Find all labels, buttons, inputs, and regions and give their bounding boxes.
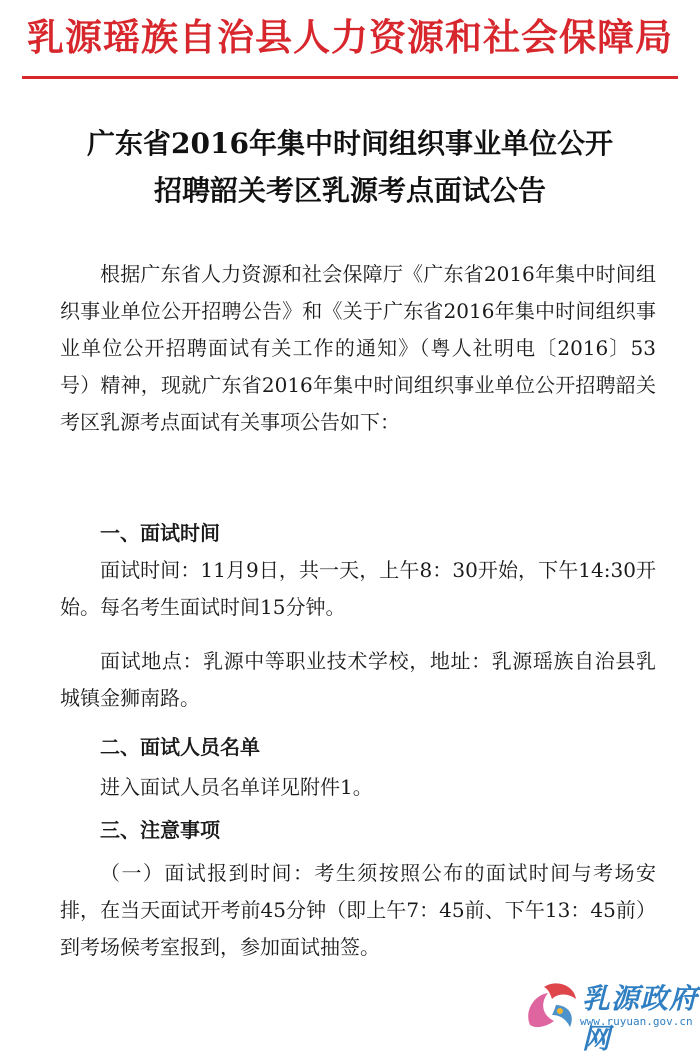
candidate-list-paragraph: 进入面试人员名单详见附件1。	[100, 775, 373, 799]
interview-time-paragraph: 面试时间：11月9日，共一天，上午8：30开始，下午14:30开始。每名考生面试时间15分钟。	[60, 558, 656, 619]
check-in-time-paragraph: （一）面试报到时间：考生须按照公布的面试时间与考场安排，在当天面试开考前45分钟（即上午7：45前、下午13：45前）到考场候考室报到，参加面试抽签。	[60, 861, 656, 959]
intro-paragraph: 根据广东省人力资源和社会保障厅《广东省2016年集中时间组织事业单位公开招聘公告》和《关于广东省2016年集中时间组织事业单位公开招聘面试有关工作的通知》（粤人社明电〔2016〕53号）精神，现就广东省2016年集中时间组织事业单位公开招聘韶关考区乳源考点面试有关事项公告如下：	[60, 262, 656, 434]
letterhead: 乳源瑶族自治县人力资源和社会保障局	[27, 15, 673, 59]
watermark-site-name: 乳源政府网	[582, 982, 699, 1055]
site-logo-icon	[520, 975, 586, 1037]
letterhead-divider	[22, 76, 678, 79]
watermark-url: www.ruyuan.gov.cn	[580, 1015, 693, 1028]
section-2-heading: 二、面试人员名单	[100, 735, 260, 759]
document-title-line-1: 广东省2016年集中时间组织事业单位公开	[87, 127, 613, 160]
interview-location-paragraph: 面试地点：乳源中等职业技术学校，地址：乳源瑶族自治县乳城镇金狮南路。	[60, 649, 656, 710]
site-watermark	[520, 975, 700, 1055]
section-3-heading: 三、注意事项	[100, 818, 220, 842]
section-1-heading: 一、面试时间	[100, 521, 220, 545]
document-title-line-2: 招聘韶关考区乳源考点面试公告	[153, 174, 546, 207]
